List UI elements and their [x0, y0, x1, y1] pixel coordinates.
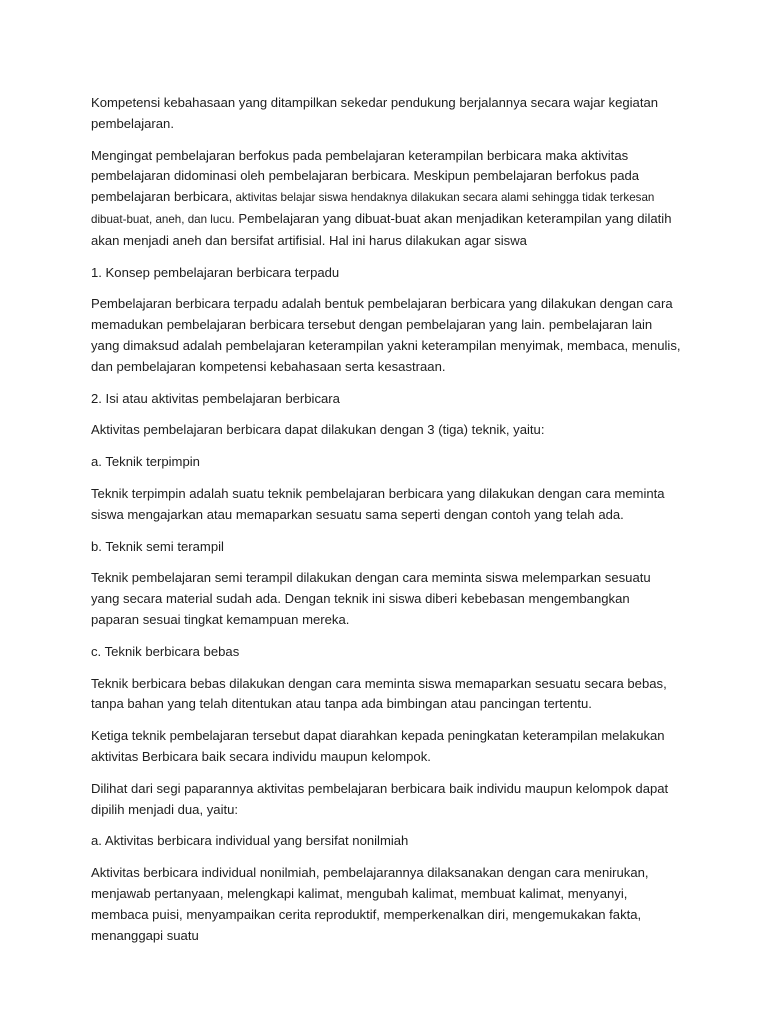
paragraph-teknik-berbicara-bebas: Teknik berbicara bebas dilakukan dengan cara meminta siswa memaparkan sesuatu secara bebas, tanpa bahan yang telah ditentukan atau tanpa ada bimbingan atau pancingan tertentu. [91, 675, 667, 712]
heading-konsep-terpadu: 1. Konsep pembelajaran berbicara terpadu [91, 264, 340, 280]
heading-teknik-semi-terampil: b. Teknik semi terampil [91, 538, 224, 554]
paragraph-mengingat [91, 146, 681, 252]
paragraph-kompetensi: Kompetensi kebahasaan yang ditampilkan sekedar pendukung berjalannya secara wajar kegiatan pembelajaran. [91, 95, 659, 131]
paragraph-mengingat-part-2: aktivitas belajar siswa hendaknya dilakukan secara alami sehingga tidak terkesan dibuat-buat, aneh, dan lucu. [91, 191, 655, 226]
heading-teknik-terpimpin: a. Teknik terpimpin [91, 454, 200, 470]
heading-aktivitas-individual: a. Aktivitas berbicara individual yang bersifat nonilmiah [91, 833, 409, 849]
document-page [91, 93, 681, 957]
paragraph-mengingat-part-1: Mengingat pembelajaran berfokus pada pembelajaran keterampilan berbicara maka aktivitas pembelajaran didominasi oleh pembelajaran berbicara. Meskipun pembelajaran berfokus pada pembelajaran berbicara, [91, 147, 640, 205]
paragraph-ketiga-teknik: Ketiga teknik pembelajaran tersebut dapat diarahkan kepada peningkatan keterampilan melakukan aktivitas Berbicara baik secara individu maupun kelompok. [91, 728, 665, 764]
paragraph-teknik-semi-terampil: Teknik pembelajaran semi terampil dilakukan dengan cara meminta siswa melemparkan sesuatu yang secara material sudah ada. Dengan teknik ini siswa diberi kebebasan mengembangkan paparan sesuai tingkat kemampuan mereka. [91, 570, 651, 627]
paragraph-tiga-teknik: Aktivitas pembelajaran berbicara dapat dilakukan dengan 3 (tiga) teknik, yaitu: [91, 422, 545, 438]
paragraph-dilihat-dari-segi: Dilihat dari segi paparannya aktivitas pembelajaran berbicara baik individu maupun kelompok dapat dipilih menjadi dua, yaitu: [91, 780, 669, 817]
paragraph-mengingat-part-3: Pembelajaran yang dibuat-buat akan menjadikan keterampilan yang dilatih akan menjadi aneh dan bersifat artifisial. Hal ini harus dilakukan agar siswa [91, 210, 672, 248]
paragraph-teknik-terpimpin: Teknik terpimpin adalah suatu teknik pembelajaran berbicara yang dilakukan dengan cara meminta siswa mengajarkan atau memaparkan sesuatu sama seperti dengan contoh yang telah ada. [91, 485, 665, 522]
heading-teknik-berbicara-bebas: c. Teknik berbicara bebas [91, 643, 240, 659]
paragraph-aktivitas-nonilmiah: Aktivitas berbicara individual nonilmiah, pembelajarannya dilaksanakan dengan cara menirukan, menjawab pertanyaan, melengkapi kalimat, mengubah kalimat, membuat kalimat, menyanyi, membaca puisi, menyampaikan cerita reproduktif, memperkenalkan diri, mengemukakan fakta, menanggapi suatu [91, 865, 649, 943]
paragraph-berbicara-terpadu: Pembelajaran berbicara terpadu adalah bentuk pembelajaran berbicara yang dilakukan dengan cara memadukan pembelajaran berbicara tersebut dengan pembelajaran yang lain. pembelajaran lain yang dimaksud adalah pembelajaran keterampilan yakni keterampilan menyimak, membaca, menulis, dan pembelajaran kompetensi kebahasaan serta kesastraan. [91, 296, 681, 374]
heading-isi-aktivitas: 2. Isi atau aktivitas pembelajaran berbicara [91, 390, 340, 406]
